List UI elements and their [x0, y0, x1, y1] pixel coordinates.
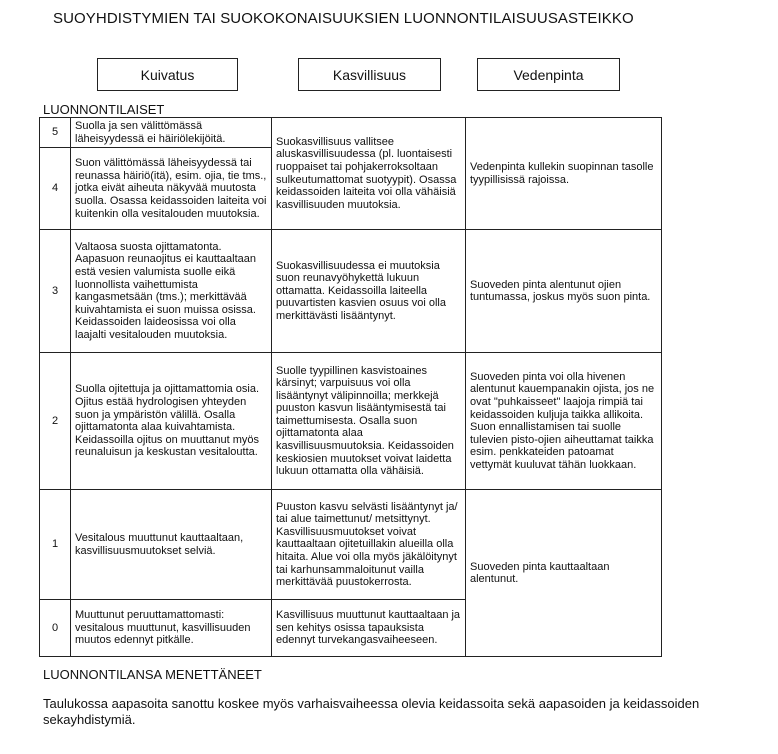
header-kuivatus: Kuivatus: [97, 58, 238, 91]
level-4: 4: [40, 148, 71, 230]
kuivatus-cell: Suolla ja sen välittömässä läheisyydessä ei häiriölekijöitä.: [71, 118, 272, 148]
level-2: 2: [40, 353, 71, 490]
kuivatus-cell: Muuttunut peruuttamattomasti: vesitalous muuttunut, kasvillisuuden muutos edennyt pitkälle.: [71, 600, 272, 657]
header-vedenpinta: Vedenpinta: [477, 58, 620, 91]
naturalness-table: [39, 117, 662, 657]
kasvillisuus-cell: Suokasvillisuus vallitsee aluskasvillisuudessa (pl. luontaisesti ruoppaiset tai pohjakerroksoltaan sulkeutumattomat suotyypit). Osassa keidassoiden laiteita voi olla vähäisiä kasvillisuuden muutoksia.: [272, 118, 466, 230]
vedenpinta-cell: Vedenpinta kullekin suopinnan tasolle tyypillisissä rajoissa.: [466, 118, 662, 230]
level-3: 3: [40, 230, 71, 353]
table-row: [40, 230, 662, 353]
section-lost-heading: LUONNONTILANSA MENETTÄNEET: [43, 667, 262, 682]
kuivatus-cell: Vesitalous muuttunut kauttaaltaan, kasvillisuusmuutokset selviä.: [71, 490, 272, 600]
footer-note: Taulukossa aapasoita sanottu koskee myös varhaisvaiheessa olevia keidassoita sekä aapasoiden ja keidassoiden sekayhdistymiä.: [43, 696, 700, 727]
vedenpinta-cell: Suoveden pinta alentunut ojien tuntumassa, joskus myös suon pinta.: [466, 230, 662, 353]
kuivatus-cell: Valtaosa suosta ojittamatonta. Aapasuon reunaojitus ei kauttaaltaan estä vesien valumista suolle eikä luonnollista vaihettumista kangasmetsään (tms.); merkittävää kuivahtamista ei suon muissa osissa. Keidassoiden laideosissa voi olla laajalti vesitalouden muutoksia.: [71, 230, 272, 353]
header-kasvillisuus: Kasvillisuus: [298, 58, 441, 91]
kuivatus-cell: Suon välittömässä läheisyydessä tai reunassa häiriö(itä), esim. ojia, tie tms., jotka eivät aiheuta näkyvää muutosta suolla. Osassa keidassoiden laiteita voi kuitenkin olla vesitalouden muutoksia.: [71, 148, 272, 230]
kasvillisuus-cell: Puuston kasvu selvästi lisääntynyt ja/ tai alue taimettunut/ metsittynyt. Kasvillisuusmuutokset voivat kauttaaltaan ojitetuillakin alueilla olla hitaita. Alue voi olla myös jäkälöitynyt tai karhunsammaloitunut vailla merkittävää puustokerrosta.: [272, 490, 466, 600]
kasvillisuus-cell: Kasvillisuus muuttunut kauttaaltaan ja sen kehitys osissa tapauksista edennyt turvekangasvaiheeseen.: [272, 600, 466, 657]
level-1: 1: [40, 490, 71, 600]
vedenpinta-cell: Suoveden pinta voi olla hivenen alentunut kauempanakin ojista, jos ne ovat "puhkaisseet" laajoja rimpiä tai keidassoiden kuljuja taikka allikoita. Suon ennallistamisen tai suolle tulevien pisto-ojien aiheuttamat taikka esim. penkkateiden patoamat vettymät kuuluvat tähän luokkaan.: [466, 353, 662, 490]
kasvillisuus-cell: Suolle tyypillinen kasvistoaines kärsinyt; varpuisuus voi olla lisääntynyt välipinnoilla; merkkejä puuston kasvun lisääntymisestä tai taimettumisesta. Osalla suon ojittamatonta alaa kasvillisuusmuutoksia. Keidassoiden keskiosien muutokset voivat laidetta lukuun ottamatta olla vähäisiä.: [272, 353, 466, 490]
kuivatus-cell: Suolla ojitettuja ja ojittamattomia osia. Ojitus estää hydrologisen yhteyden suon ja ympäristön välillä. Osalla ojittamatonta alaa kuivahtamista. Keidassoilla ojitus on muuttanut myös reunaluisun ja keskustan vesitaloutta.: [71, 353, 272, 490]
table-row: [40, 353, 662, 490]
table-row: [40, 490, 662, 600]
level-5: 5: [40, 118, 71, 148]
section-natural-heading: LUONNONTILAISET: [43, 102, 165, 117]
kasvillisuus-cell: Suokasvillisuudessa ei muutoksia suon reunavyöhykettä lukuun ottamatta. Keidassoilla laiteella puuvartisten kasvien osuus voi olla merkittävästi lisääntynyt.: [272, 230, 466, 353]
level-0: 0: [40, 600, 71, 657]
table-row: [40, 118, 662, 148]
page-title: SUOYHDISTYMIEN TAI SUOKOKONAISUUKSIEN LUONNONTILAISUUSASTEIKKO: [53, 10, 634, 27]
vedenpinta-cell: Suoveden pinta kauttaaltaan alentunut.: [466, 490, 662, 657]
